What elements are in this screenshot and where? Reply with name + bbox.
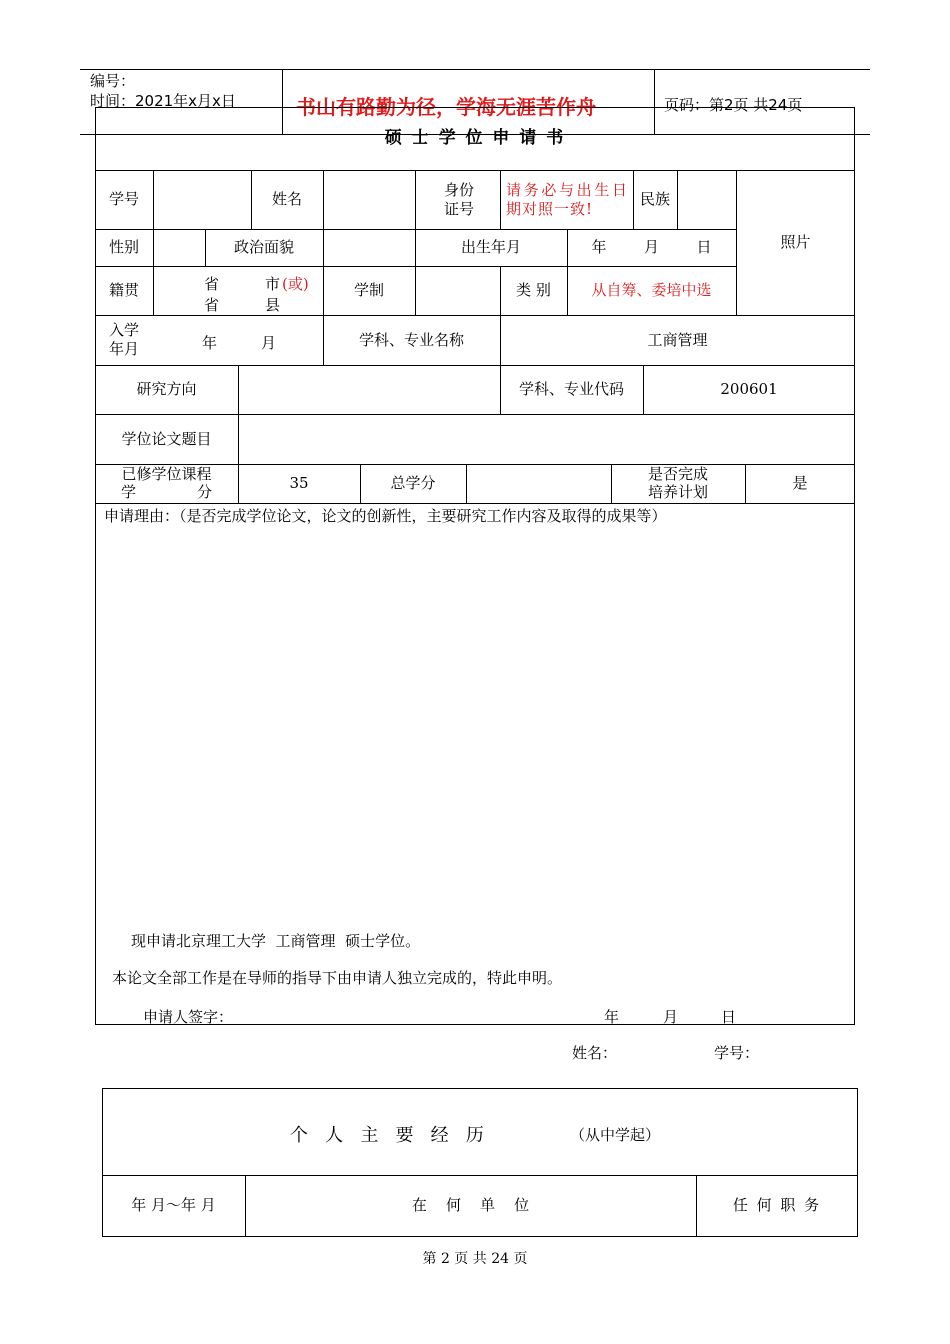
- label-research: 研究方向: [136, 380, 197, 399]
- label-credits-fen: 分: [196, 483, 212, 501]
- photo-placeholder: 照片: [780, 233, 811, 252]
- resume-title: 个 人 主 要 经 历: [290, 1125, 484, 1146]
- header-time: 时间：2021年x月x日: [90, 92, 236, 110]
- footer-student-id-label: 学号：: [714, 1044, 760, 1062]
- label-credits-line1: 已修学位课程: [121, 465, 212, 483]
- label-category: 类 别: [516, 281, 551, 300]
- label-id-card: 身份证号: [443, 180, 474, 218]
- label-enroll: [95, 315, 153, 365]
- label-total-credits: 总学分: [390, 474, 436, 493]
- label-plan-line1: 是否完成: [647, 465, 708, 483]
- label-gender: 性别: [108, 238, 139, 257]
- form-col: [466, 464, 467, 503]
- apply-statement: 现申请北京理工大学 工商管理 硕士学位。: [131, 932, 421, 950]
- label-birth: 出生年月: [460, 238, 521, 257]
- label-credits-line2: [95, 483, 238, 501]
- native-province-2: 省: [204, 296, 220, 314]
- id-card-note: 请务必与出生日期对照一致!: [506, 180, 628, 218]
- label-thesis-title: 学位论文题目: [121, 429, 212, 448]
- plan-value: 是: [792, 474, 808, 493]
- native-city: 市: [265, 275, 281, 293]
- label-major-code: 学科、专业代码: [518, 380, 624, 399]
- form-col: [633, 170, 634, 230]
- signature-label: 申请人签字：: [143, 1008, 234, 1026]
- resume-col-unit: 在 何 单 位: [411, 1196, 530, 1215]
- label-native: 籍贯: [108, 281, 139, 300]
- header-motto: 书山有路勤为径，学海无涯苦作舟: [296, 95, 596, 119]
- label-credits: [95, 465, 238, 501]
- declaration-statement: 本论文全部工作是在导师的指导下由申请人独立完成的，特此申明。: [112, 969, 563, 987]
- page-footer: 第 2 页 共 24 页: [422, 1251, 528, 1267]
- form-col: [500, 170, 501, 230]
- header-number: 编号：: [90, 72, 136, 90]
- resume-subtitle: （从中学起）: [570, 1126, 661, 1144]
- form-col: [677, 170, 678, 230]
- label-ethnicity: 民族: [640, 190, 671, 209]
- label-enroll-line1: 入学: [108, 321, 139, 340]
- enroll-month: 月: [261, 334, 277, 352]
- label-credits-xue: 学: [121, 483, 137, 501]
- header-top-rule: [80, 69, 870, 70]
- header-page: 页码：第2页 共24页: [664, 96, 803, 114]
- label-political: 政治面貌: [233, 238, 294, 257]
- enroll-year: 年: [202, 334, 218, 352]
- form-rule: [95, 503, 855, 504]
- footer-name-label: 姓名：: [572, 1044, 618, 1062]
- label-duration: 学制: [353, 281, 384, 300]
- label-name: 姓名: [271, 190, 302, 209]
- label-plan-line2: 培养计划: [647, 483, 708, 501]
- major-code-value: 200601: [720, 380, 778, 399]
- native-province: 省: [204, 275, 220, 293]
- signature-year: 年: [604, 1008, 620, 1026]
- label-major-name: 学科、专业名称: [358, 330, 464, 349]
- credits-value: 35: [289, 474, 309, 493]
- native-or: (或): [282, 275, 309, 293]
- form-title: 硕 士 学 位 申 请 书: [384, 127, 566, 148]
- form-col: [153, 170, 154, 315]
- signature-month: 月: [663, 1008, 679, 1026]
- birth-date-value: 年 月 日: [591, 238, 712, 257]
- label-enroll-line2: 年月: [108, 340, 139, 358]
- signature-day: 日: [721, 1008, 737, 1026]
- label-student-id: 学号: [108, 190, 139, 209]
- native-county: 县: [265, 296, 281, 314]
- label-plan: [611, 465, 745, 501]
- resume-col-position: 任 何 职 务: [732, 1196, 822, 1215]
- category-note: 从自筹、委培中选: [591, 281, 712, 300]
- resume-col-period: 年 月～年 月: [131, 1196, 216, 1215]
- major-name-value: 工商管理: [647, 330, 708, 349]
- reason-label: 申请理由：（是否完成学位论文，论文的创新性，主要研究工作内容及取得的成果等）: [104, 507, 667, 525]
